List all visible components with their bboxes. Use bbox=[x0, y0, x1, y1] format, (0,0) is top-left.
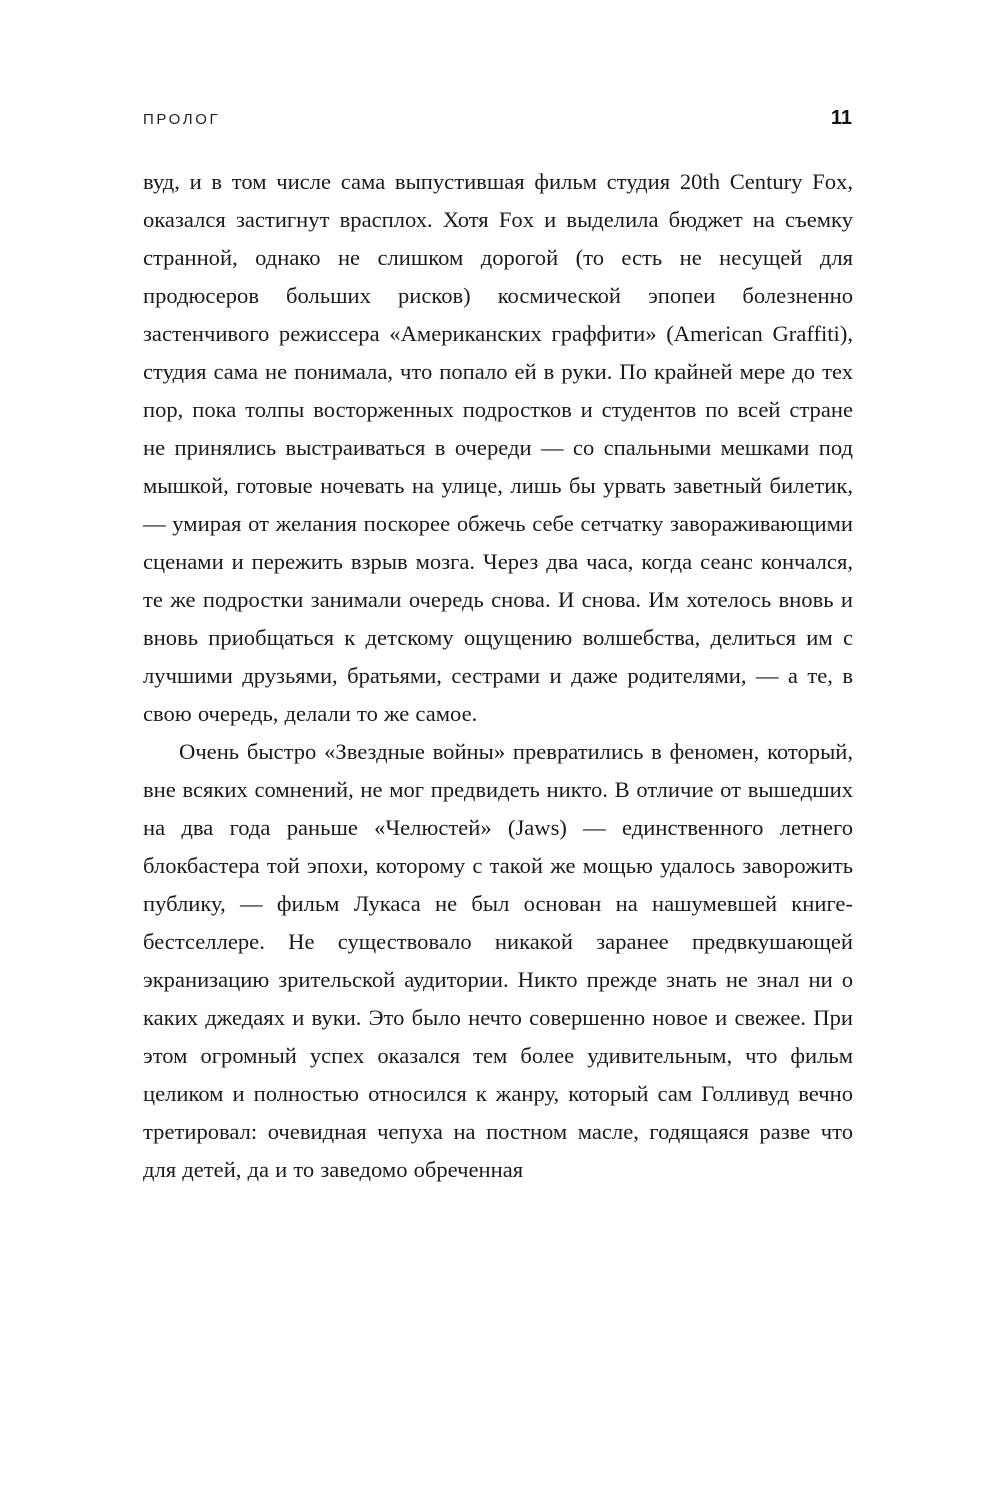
body-paragraph: Очень быстро «Звездные войны» превратились в феномен, который, вне всяких сомнений, не мог предвидеть никто. В отличие от вышедших на два года раньше «Челюстей» (Jaws) — единственного летнего блокбастера той эпохи, которому с такой же мощью удалось заворожить публику, — фильм Лукаса не был основан на нашумевшей книге-бестселлере. Не существовало никакой заранее предвкушающей экранизацию зрительской аудитории. Никто прежде знать не знал ни о каких джедаях и вуки. Это было нечто совершенно новое и свежее. При этом огромный успех оказался тем более удивительным, что фильм целиком и полностью относился к жанру, который сам Голливуд вечно третировал: очевидная чепуха на постном масле, годящаяся разве что для детей, да и то заведомо обреченная bbox=[143, 739, 853, 1182]
body-text-block bbox=[143, 163, 853, 1189]
running-head-title: ПРОЛОГ bbox=[143, 111, 221, 128]
running-head bbox=[143, 108, 852, 134]
page-number: 11 bbox=[830, 107, 852, 129]
body-paragraph: вуд, и в том числе сама выпустившая фильм студия 20th Century Fox, оказался застигнут врасплох. Хотя Fox и выделила бюджет на съемку странной, однако не слишком дорогой (то есть не несущей для продюсеров больших рисков) космической эпопеи болезненно застенчивого режиссера «Американских граффити» (American Graffiti), студия сама не понимала, что попало ей в руки. По крайней мере до тех пор, пока толпы восторженных подростков и студентов по всей стране не принялись выстраиваться в очереди — со спальными мешками под мышкой, готовые ночевать на улице, лишь бы урвать заветный билетик, — умирая от желания поскорее обжечь себе сетчатку завораживающими сценами и пережить взрыв мозга. Через два часа, когда сеанс кончался, те же подростки занимали очередь снова. И снова. Им хотелось вновь и вновь приобщаться к детскому ощущению волшебства, делиться им с лучшими друзьями, братьями, сестрами и даже родителями, — а те, в свою очередь, делали то же самое. bbox=[143, 169, 853, 726]
